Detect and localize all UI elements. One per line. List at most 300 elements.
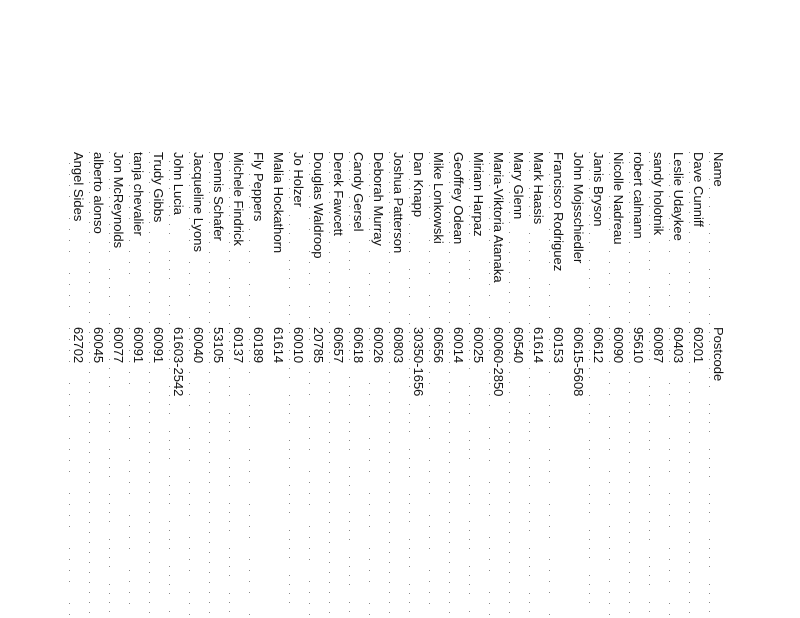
scan-noise-dot [609,361,610,362]
scan-noise-dot [449,602,450,603]
scan-noise-dot [89,232,90,233]
scan-noise-dot [289,458,290,459]
scan-noise-dot [489,262,490,263]
scan-noise-dot [349,422,350,423]
scan-noise-dot [389,242,390,243]
scan-noise-dot [649,611,650,612]
scan-noise-dot [509,252,510,253]
scan-noise-dot [249,262,250,263]
scan-noise-dot [529,368,530,369]
scan-noise-dot [369,306,370,307]
scan-noise-dot [689,532,690,533]
scan-noise-dot [669,339,670,340]
cell-name: Trudy Gibbs [151,152,166,223]
scan-noise-dot [229,602,230,603]
scan-noise-dot [389,382,390,383]
scan-noise-dot [349,386,350,387]
scan-noise-dot [309,317,310,318]
scan-noise-dot [709,287,710,288]
scan-noise-dot [649,314,650,315]
scan-noise-dot [189,218,190,219]
scan-noise-dot [489,372,490,373]
scan-noise-dot [489,493,490,494]
scan-noise-dot [149,472,150,473]
scan-noise-dot [689,462,690,463]
scan-noise-dot [709,152,710,153]
scan-noise-dot [449,272,450,273]
scan-noise-dot [109,449,110,450]
scan-noise-dot [169,449,170,450]
cell-name: Fly Peppers [251,152,266,222]
scan-noise-dot [669,460,670,461]
scan-noise-dot [469,548,470,549]
scan-noise-dot [689,442,690,443]
scan-noise-dot [149,182,150,183]
scan-noise-dot [629,262,630,263]
scan-noise-dot [109,431,110,432]
scan-noise-dot [509,202,510,203]
scan-noise-dot [89,202,90,203]
scan-noise-dot [429,185,430,186]
scan-noise-dot [289,548,290,549]
scan-noise-dot [349,602,350,603]
scan-noise-dot [189,493,190,494]
scan-noise-dot [689,432,690,433]
scan-noise-dot [629,282,630,283]
cell-postcode: 95610 [631,327,646,364]
scan-noise-dot [329,432,330,433]
scan-noise-dot [389,232,390,233]
scan-noise-dot [229,440,230,441]
scan-noise-dot [529,386,530,387]
scan-noise-dot [549,317,550,318]
scan-noise-dot [209,392,210,393]
scan-noise-dot [449,172,450,173]
scan-noise-dot [509,582,510,583]
scan-noise-dot [489,350,490,351]
scan-noise-dot [389,332,390,333]
scan-noise-dot [409,449,410,450]
scan-noise-dot [509,482,510,483]
scan-noise-dot [629,182,630,183]
scan-noise-dot [249,295,250,296]
scan-noise-dot [529,188,530,189]
scan-noise-dot [229,413,230,414]
scan-noise-dot [589,260,590,261]
scan-noise-dot [369,229,370,230]
scan-noise-dot [229,575,230,576]
scan-noise-dot [129,262,130,263]
scan-noise-dot [289,197,290,198]
scan-noise-dot [509,462,510,463]
scan-noise-dot [109,278,110,279]
scan-noise-dot [129,548,130,549]
scan-noise-dot [449,482,450,483]
scan-noise-dot [309,339,310,340]
cell-name: Michele Findrick [231,152,246,246]
scan-noise-dot [229,368,230,369]
scan-noise-dot [669,581,670,582]
scan-noise-dot [629,162,630,163]
scan-noise-dot [689,232,690,233]
scan-noise-dot [289,323,290,324]
scan-noise-dot [409,314,410,315]
scan-noise-dot [329,342,330,343]
scan-noise-dot [509,492,510,493]
cell-postcode: 60077 [111,327,126,364]
scan-noise-dot [589,179,590,180]
scan-noise-dot [109,566,110,567]
scan-noise-dot [329,362,330,363]
scan-noise-dot [69,350,70,351]
scan-noise-dot [109,269,110,270]
scan-noise-dot [289,413,290,414]
scan-noise-dot [689,222,690,223]
scan-noise-dot [709,278,710,279]
scan-noise-dot [349,467,350,468]
scan-noise-dot [509,192,510,193]
scan-noise-dot [189,570,190,571]
scan-noise-dot [329,272,330,273]
scan-noise-dot [649,350,650,351]
scan-noise-dot [369,603,370,604]
scan-noise-dot [389,552,390,553]
scan-noise-dot [249,449,250,450]
scan-noise-dot [709,521,710,522]
scan-noise-dot [509,562,510,563]
scan-noise-dot [89,582,90,583]
scan-noise-dot [209,472,210,473]
scan-noise-dot [69,493,70,494]
cell-postcode: 60656 [431,327,446,364]
scan-noise-dot [689,482,690,483]
scan-noise-dot [589,323,590,324]
scan-noise-dot [449,472,450,473]
scan-noise-dot [429,416,430,417]
scan-noise-dot [229,530,230,531]
scan-noise-dot [309,152,310,153]
scan-noise-dot [689,422,690,423]
scan-noise-dot [469,323,470,324]
scan-noise-dot [549,174,550,175]
scan-noise-dot [149,592,150,593]
scan-noise-dot [449,162,450,163]
scan-noise-dot [69,251,70,252]
scan-noise-dot [469,233,470,234]
scan-noise-dot [489,482,490,483]
scan-noise-dot [189,383,190,384]
scan-noise-dot [289,215,290,216]
scan-noise-dot [309,262,310,263]
scan-noise-dot [609,537,610,538]
scan-noise-dot [169,593,170,594]
scan-noise-dot [529,278,530,279]
scan-noise-dot [369,515,370,516]
scan-noise-dot [109,602,110,603]
scan-noise-dot [669,405,670,406]
scan-noise-dot [129,460,130,461]
scan-noise-dot [449,292,450,293]
scan-noise-dot [309,493,310,494]
scan-noise-dot [369,328,370,329]
scan-noise-dot [589,170,590,171]
scan-noise-dot [429,592,430,593]
scan-noise-dot [549,471,550,472]
scan-noise-dot [529,467,530,468]
scan-noise-dot [469,305,470,306]
scan-noise-dot [349,251,350,252]
scan-noise-dot [109,512,110,513]
scan-noise-dot [609,273,610,274]
scan-noise-dot [609,163,610,164]
scan-noise-dot [209,282,210,283]
scan-noise-dot [229,287,230,288]
scan-noise-dot [489,207,490,208]
scan-noise-dot [429,548,430,549]
scan-noise-dot [249,207,250,208]
scan-noise-dot [589,224,590,225]
scan-noise-dot [309,306,310,307]
scan-noise-dot [229,467,230,468]
scan-noise-dot [329,332,330,333]
scan-noise-dot [549,592,550,593]
cell-name: Joshua Patterson [391,152,406,254]
scan-noise-dot [249,339,250,340]
scan-noise-dot [609,581,610,582]
scan-noise-dot [589,539,590,540]
scan-noise-dot [709,368,710,369]
scan-noise-dot [129,482,130,483]
cell-name: Derek Fawcett [331,152,346,236]
scan-noise-dot [389,542,390,543]
scan-noise-dot [149,412,150,413]
scan-noise-dot [169,359,170,360]
scan-noise-dot [349,575,350,576]
scan-noise-dot [669,295,670,296]
scan-noise-dot [289,404,290,405]
scan-noise-dot [189,394,190,395]
table-row [128,152,148,547]
scan-noise-dot [89,512,90,513]
scan-noise-dot [289,512,290,513]
cell-postcode: 60014 [451,327,466,364]
scan-noise-dot [449,312,450,313]
scan-noise-dot [589,449,590,450]
scan-noise-dot [429,515,430,516]
scan-noise-dot [209,252,210,253]
scan-noise-dot [109,242,110,243]
scan-noise-dot [149,582,150,583]
scan-noise-dot [489,328,490,329]
scan-noise-dot [329,262,330,263]
scan-noise-dot [489,449,490,450]
column-header-name: Name [711,152,726,187]
scan-noise-dot [289,503,290,504]
scan-noise-dot [689,402,690,403]
scan-noise-dot [649,377,650,378]
scan-noise-dot [349,296,350,297]
scan-noise-dot [589,494,590,495]
scan-noise-dot [89,372,90,373]
scan-noise-dot [689,582,690,583]
scan-noise-dot [369,174,370,175]
scan-noise-dot [129,526,130,527]
scan-noise-dot [109,404,110,405]
scan-noise-dot [329,162,330,163]
scan-noise-dot [489,394,490,395]
scan-noise-dot [529,503,530,504]
scan-noise-dot [509,422,510,423]
cell-name: Jacqueline Lyons [191,152,206,252]
table-row [188,152,208,547]
scan-noise-dot [169,530,170,531]
scan-noise-dot [589,188,590,189]
scan-noise-dot [549,240,550,241]
scan-noise-dot [89,522,90,523]
scan-noise-dot [209,172,210,173]
scan-noise-dot [169,521,170,522]
scan-noise-dot [469,539,470,540]
scan-noise-dot [69,295,70,296]
scan-noise-dot [369,350,370,351]
scan-noise-dot [289,314,290,315]
scan-noise-dot [409,296,410,297]
table-row [608,152,628,547]
scan-noise-dot [109,458,110,459]
scan-noise-dot [409,512,410,513]
scan-noise-dot [249,174,250,175]
scan-noise-dot [649,584,650,585]
scan-noise-dot [409,323,410,324]
scan-noise-dot [709,431,710,432]
scan-noise-dot [229,152,230,153]
scan-noise-dot [289,377,290,378]
scan-noise-dot [409,611,410,612]
scan-noise-dot [549,614,550,615]
scan-noise-dot [509,212,510,213]
scan-noise-dot [89,452,90,453]
scan-noise-dot [689,152,690,153]
scan-noise-dot [289,350,290,351]
scan-noise-dot [329,462,330,463]
scan-noise-dot [309,482,310,483]
scan-noise-dot [389,502,390,503]
scan-noise-dot [169,350,170,351]
scan-noise-dot [709,611,710,612]
scan-noise-dot [529,566,530,567]
scan-noise-dot [169,251,170,252]
scan-noise-dot [529,485,530,486]
scan-noise-dot [189,559,190,560]
scan-noise-dot [369,196,370,197]
scan-noise-dot [549,537,550,538]
scan-noise-dot [89,502,90,503]
scan-noise-dot [249,317,250,318]
scan-noise-dot [509,292,510,293]
scan-noise-dot [589,404,590,405]
scan-noise-dot [549,504,550,505]
scan-noise-dot [369,526,370,527]
table-row [648,152,668,547]
scan-noise-dot [469,431,470,432]
scan-noise-dot [109,422,110,423]
cell-name: John Mojsschiedler [571,152,586,264]
scan-noise-dot [309,229,310,230]
scan-noise-dot [649,287,650,288]
scan-noise-dot [669,570,670,571]
scan-noise-dot [349,359,350,360]
scan-noise-dot [429,152,430,153]
scan-noise-dot [549,207,550,208]
scan-noise-dot [349,242,350,243]
scan-noise-dot [469,206,470,207]
scan-noise-dot [649,566,650,567]
scan-noise-dot [309,163,310,164]
scan-noise-dot [349,584,350,585]
scan-noise-dot [329,502,330,503]
scan-noise-dot [429,361,430,362]
scan-noise-dot [629,422,630,423]
scan-noise-dot [649,332,650,333]
scan-noise-dot [609,262,610,263]
scan-noise-dot [389,372,390,373]
cell-name: Jon McReynolds [111,152,126,249]
cell-name: Dennis Schafer [211,152,226,241]
scan-noise-dot [309,383,310,384]
scan-noise-dot [629,192,630,193]
scan-noise-dot [349,350,350,351]
scan-noise-dot [129,317,130,318]
scan-noise-dot [209,352,210,353]
scan-noise-dot [229,323,230,324]
scan-noise-dot [189,273,190,274]
scan-noise-dot [549,350,550,351]
scan-noise-dot [489,504,490,505]
cell-name: Janis Bryson [591,152,606,227]
scan-noise-dot [489,383,490,384]
scan-noise-dot [649,395,650,396]
scan-noise-dot [69,196,70,197]
scan-noise-dot [589,485,590,486]
scan-noise-dot [649,404,650,405]
scan-noise-dot [149,152,150,153]
scan-noise-dot [649,422,650,423]
scan-noise-dot [649,197,650,198]
scan-noise-dot [169,503,170,504]
table-row [388,152,408,547]
scan-noise-dot [249,416,250,417]
scan-noise-dot [369,273,370,274]
scan-noise-dot [409,269,410,270]
scan-noise-dot [189,207,190,208]
scan-noise-dot [429,207,430,208]
scan-noise-dot [629,402,630,403]
scan-noise-dot [349,179,350,180]
scan-noise-dot [309,537,310,538]
scan-noise-dot [69,548,70,549]
scan-noise-dot [689,452,690,453]
scan-noise-dot [249,350,250,351]
scan-noise-dot [329,402,330,403]
scan-noise-dot [129,152,130,153]
scan-noise-dot [289,584,290,585]
scan-noise-dot [529,215,530,216]
scan-noise-dot [169,269,170,270]
scan-noise-dot [289,287,290,288]
scan-noise-dot [329,322,330,323]
scan-noise-dot [409,332,410,333]
scan-noise-dot [669,394,670,395]
